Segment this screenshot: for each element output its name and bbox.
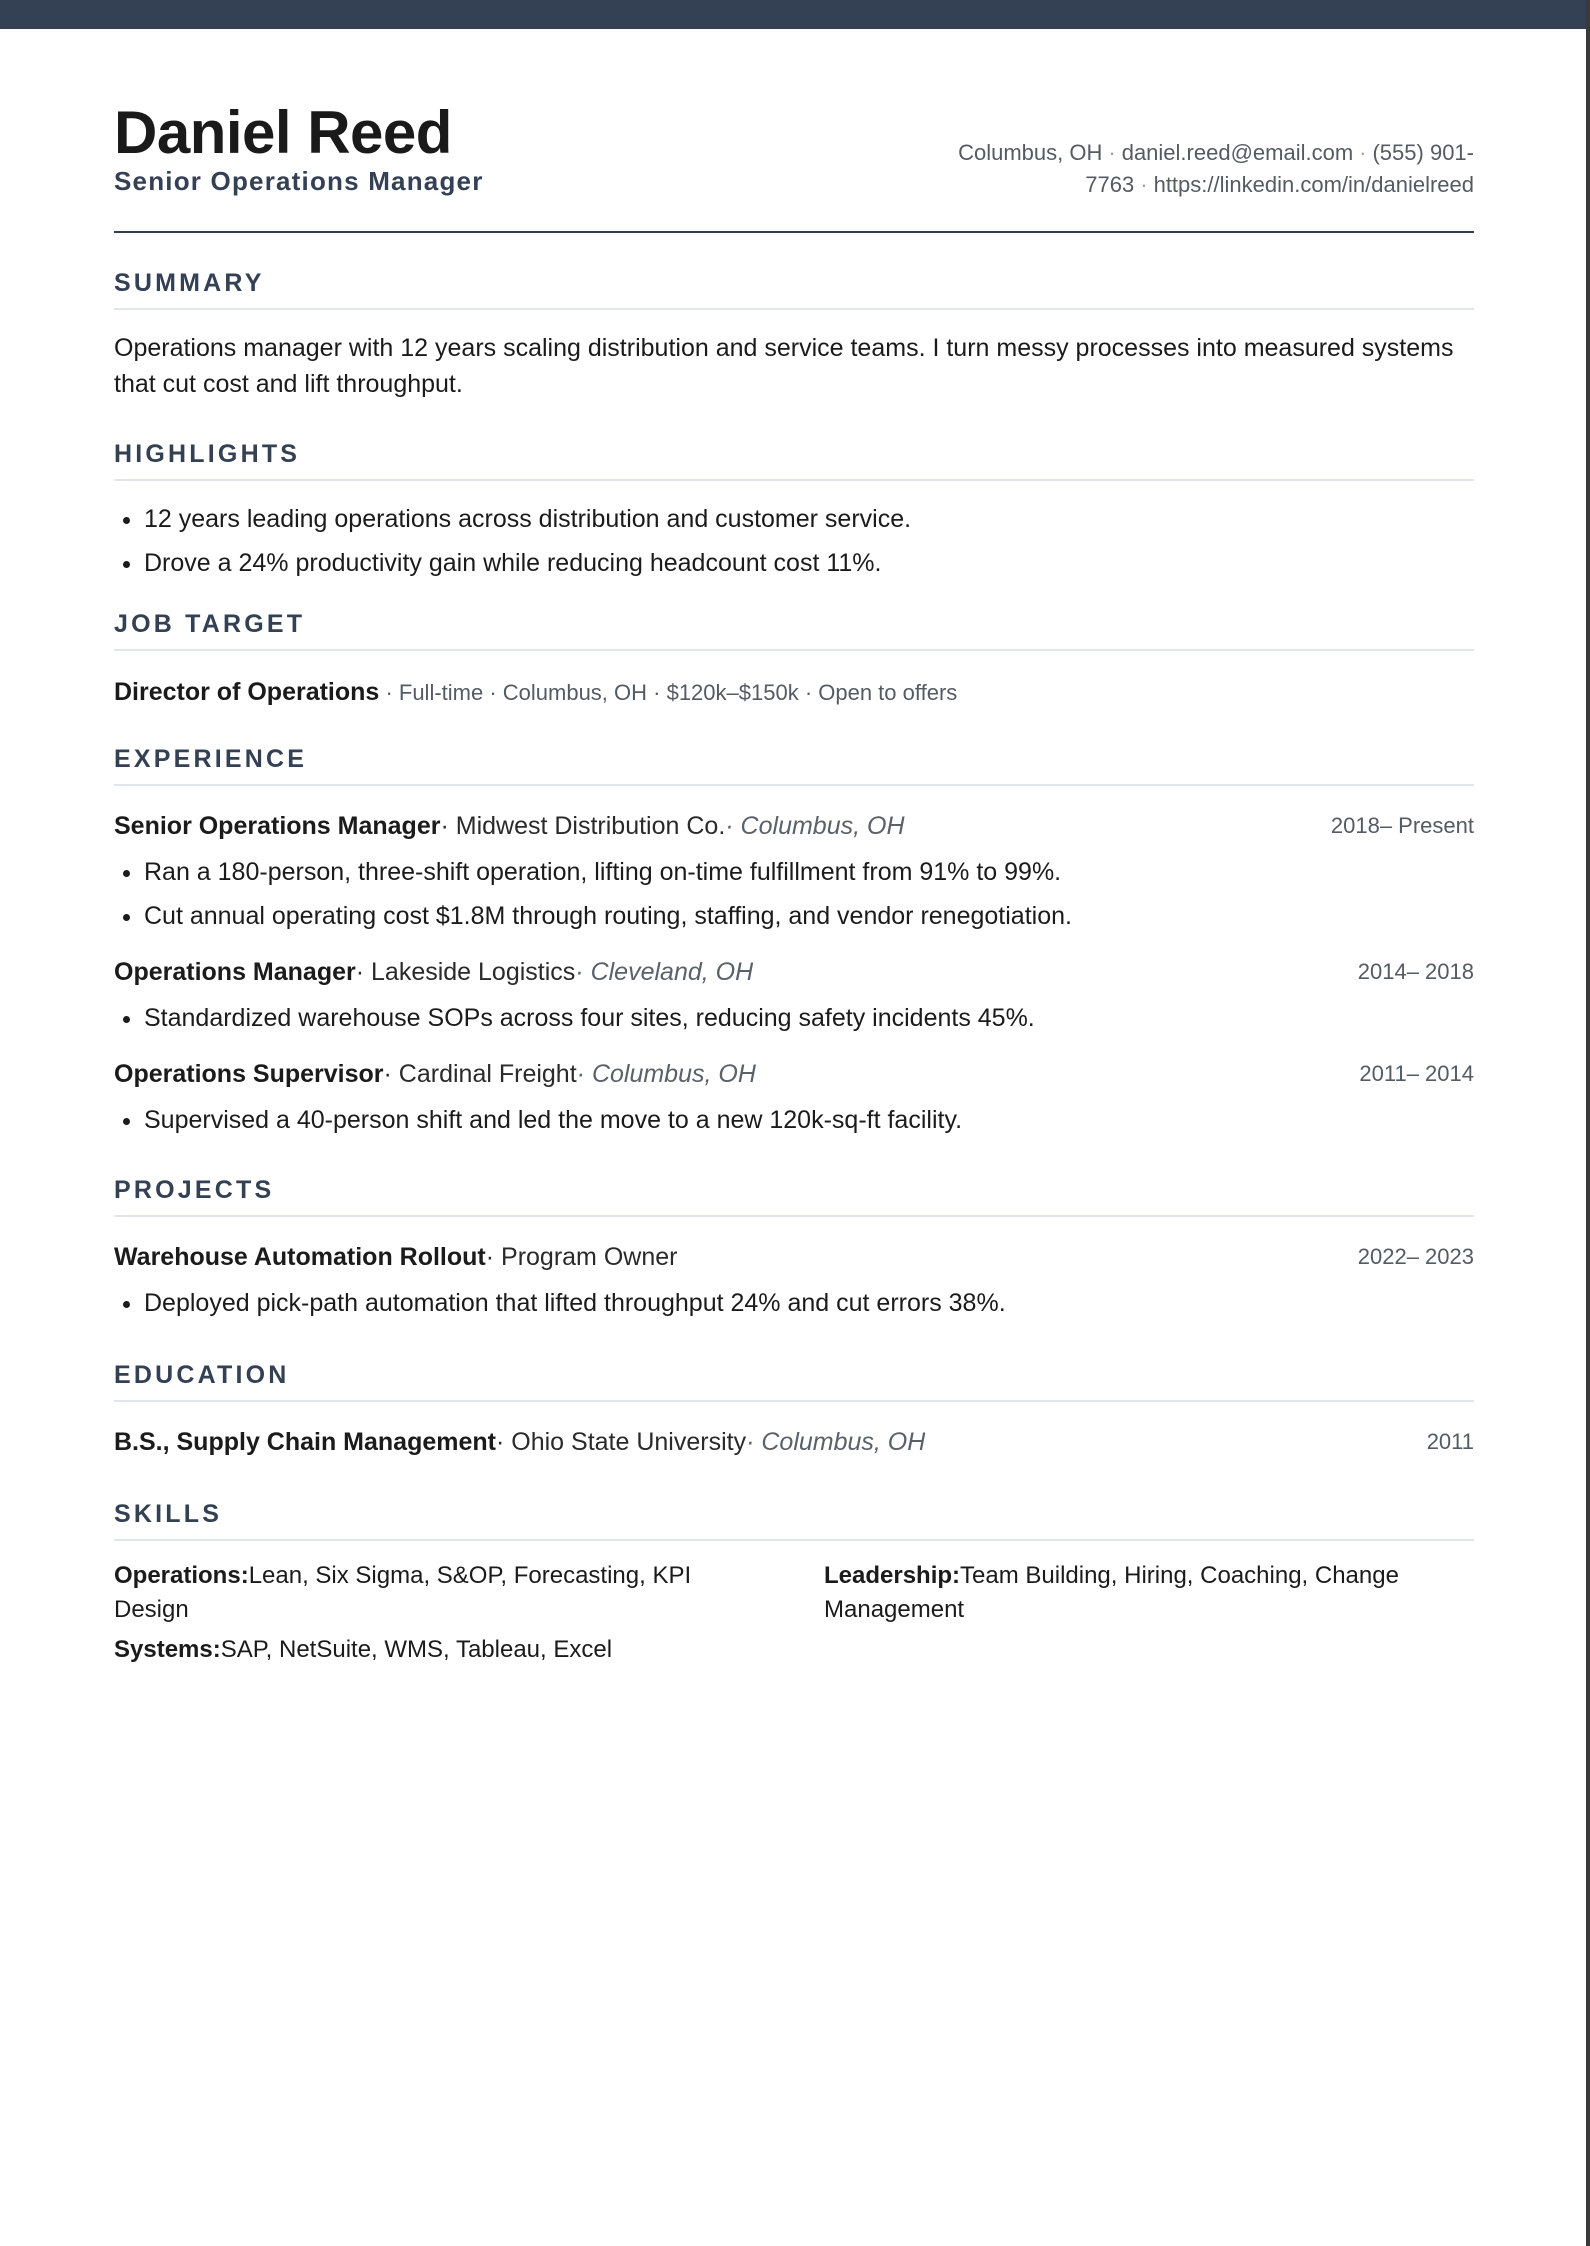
skill-items: Team Building, Hiring, Coaching, Change Management xyxy=(824,1562,1399,1623)
resume-header xyxy=(114,29,1474,233)
job-location: · Columbus, OH xyxy=(576,1060,756,1088)
skills-heading: SKILLS xyxy=(114,1502,1474,1541)
contact-separator: · xyxy=(1108,140,1116,165)
education-heading: EDUCATION xyxy=(114,1363,1474,1402)
job-target-details: · Full-time · Columbus, OH · $120k–$150k · Open to offers xyxy=(379,680,958,705)
highlights-list xyxy=(114,501,1474,581)
job-target-title: Director of Operations xyxy=(114,678,380,706)
job-dates: 2018– Present xyxy=(1330,813,1474,838)
experience-bullet: • Cut annual operating cost $1.8M through routing, staffing, and vendor renegotiation. xyxy=(144,898,1474,934)
project-title: Warehouse Automation Rollout xyxy=(114,1243,486,1271)
candidate-role: Senior Operations Manager xyxy=(114,166,484,196)
degree: B.S., Supply Chain Management xyxy=(114,1428,496,1456)
experience-bullet: • Supervised a 40-person shift and led the move to a new 120k-sq-ft facility. xyxy=(144,1102,1474,1138)
candidate-name: Daniel Reed xyxy=(114,99,452,166)
education-entry-header xyxy=(114,1424,1474,1460)
job-title: Operations Supervisor xyxy=(114,1060,384,1088)
skill-group xyxy=(114,1633,764,1667)
contact-separator: · xyxy=(1359,140,1367,165)
contact-email[interactable]: daniel.reed@email.com xyxy=(1121,140,1354,165)
job-title: Operations Manager xyxy=(114,958,356,986)
project-role: · Program Owner xyxy=(485,1243,678,1271)
job-location: · Cleveland, OH xyxy=(575,958,754,986)
experience-entry xyxy=(114,808,1474,934)
resume-page xyxy=(114,29,1474,1667)
highlight-item: • Drove a 24% productivity gain while reducing headcount cost 11%. xyxy=(144,545,1474,581)
experience-bullets xyxy=(114,854,1474,934)
summary-text: Operations manager with 12 years scaling distribution and service teams. I turn messy processes into measured systems that cut cost and lift throughput. xyxy=(114,334,1454,398)
school-location: · Columbus, OH xyxy=(746,1428,926,1456)
highlights-heading: HIGHLIGHTS xyxy=(114,442,1474,481)
skill-group xyxy=(824,1559,1474,1627)
experience-bullets xyxy=(114,1102,1474,1138)
top-accent-bar xyxy=(0,0,1590,29)
experience-entry xyxy=(114,954,1474,1036)
experience-entry-header xyxy=(114,954,1474,990)
contact-location: Columbus, OH xyxy=(958,140,1103,165)
company-name: · Lakeside Logistics xyxy=(355,958,576,986)
project-bullets xyxy=(114,1285,1474,1321)
job-target-line xyxy=(114,676,1474,709)
project-bullet: • Deployed pick-path automation that lifted throughput 24% and cut errors 38%. xyxy=(144,1285,1474,1321)
experience-heading: EXPERIENCE xyxy=(114,747,1474,786)
skill-category: Operations: xyxy=(114,1562,249,1589)
experience-bullets xyxy=(114,1000,1474,1036)
experience-entry-header xyxy=(114,808,1474,844)
company-name: · Cardinal Freight xyxy=(383,1060,577,1088)
education-entry xyxy=(114,1424,1474,1460)
contact-separator: · xyxy=(1140,172,1148,197)
skill-category: Systems: xyxy=(114,1636,221,1663)
contact-info xyxy=(914,137,1474,201)
school-name: · Ohio State University xyxy=(496,1428,747,1456)
job-dates: 2011– 2014 xyxy=(1359,1061,1474,1086)
projects-heading: PROJECTS xyxy=(114,1178,1474,1217)
job-dates: 2014– 2018 xyxy=(1357,959,1474,984)
page-edge xyxy=(1586,0,1590,2246)
skill-group xyxy=(114,1559,764,1627)
company-name: · Midwest Distribution Co. xyxy=(440,812,726,840)
contact-phone[interactable]: (555) 901-7763 xyxy=(1085,140,1474,197)
job-location: · Columbus, OH xyxy=(725,812,905,840)
skill-items: Lean, Six Sigma, S&OP, Forecasting, KPI Design xyxy=(114,1562,692,1623)
project-entry xyxy=(114,1239,1474,1321)
project-dates: 2022– 2023 xyxy=(1357,1244,1474,1269)
skill-category: Leadership: xyxy=(824,1562,961,1589)
job-target-heading: JOB TARGET xyxy=(114,612,1474,651)
graduation-year: 2011 xyxy=(1426,1429,1474,1454)
skills-grid xyxy=(114,1559,1474,1667)
project-entry-header xyxy=(114,1239,1474,1275)
contact-linkedin[interactable]: https://linkedin.com/in/danielreed xyxy=(1153,172,1474,197)
job-title: Senior Operations Manager xyxy=(114,812,441,840)
experience-bullet: • Standardized warehouse SOPs across four sites, reducing safety incidents 45%. xyxy=(144,1000,1474,1036)
experience-entry-header xyxy=(114,1056,1474,1092)
summary-heading: SUMMARY xyxy=(114,271,1474,310)
highlight-item: • 12 years leading operations across distribution and customer service. xyxy=(144,501,1474,537)
experience-bullet: • Ran a 180-person, three-shift operation, lifting on-time fulfillment from 91% to 99%. xyxy=(144,854,1474,890)
experience-entry xyxy=(114,1056,1474,1138)
skill-items: SAP, NetSuite, WMS, Tableau, Excel xyxy=(220,1636,613,1663)
